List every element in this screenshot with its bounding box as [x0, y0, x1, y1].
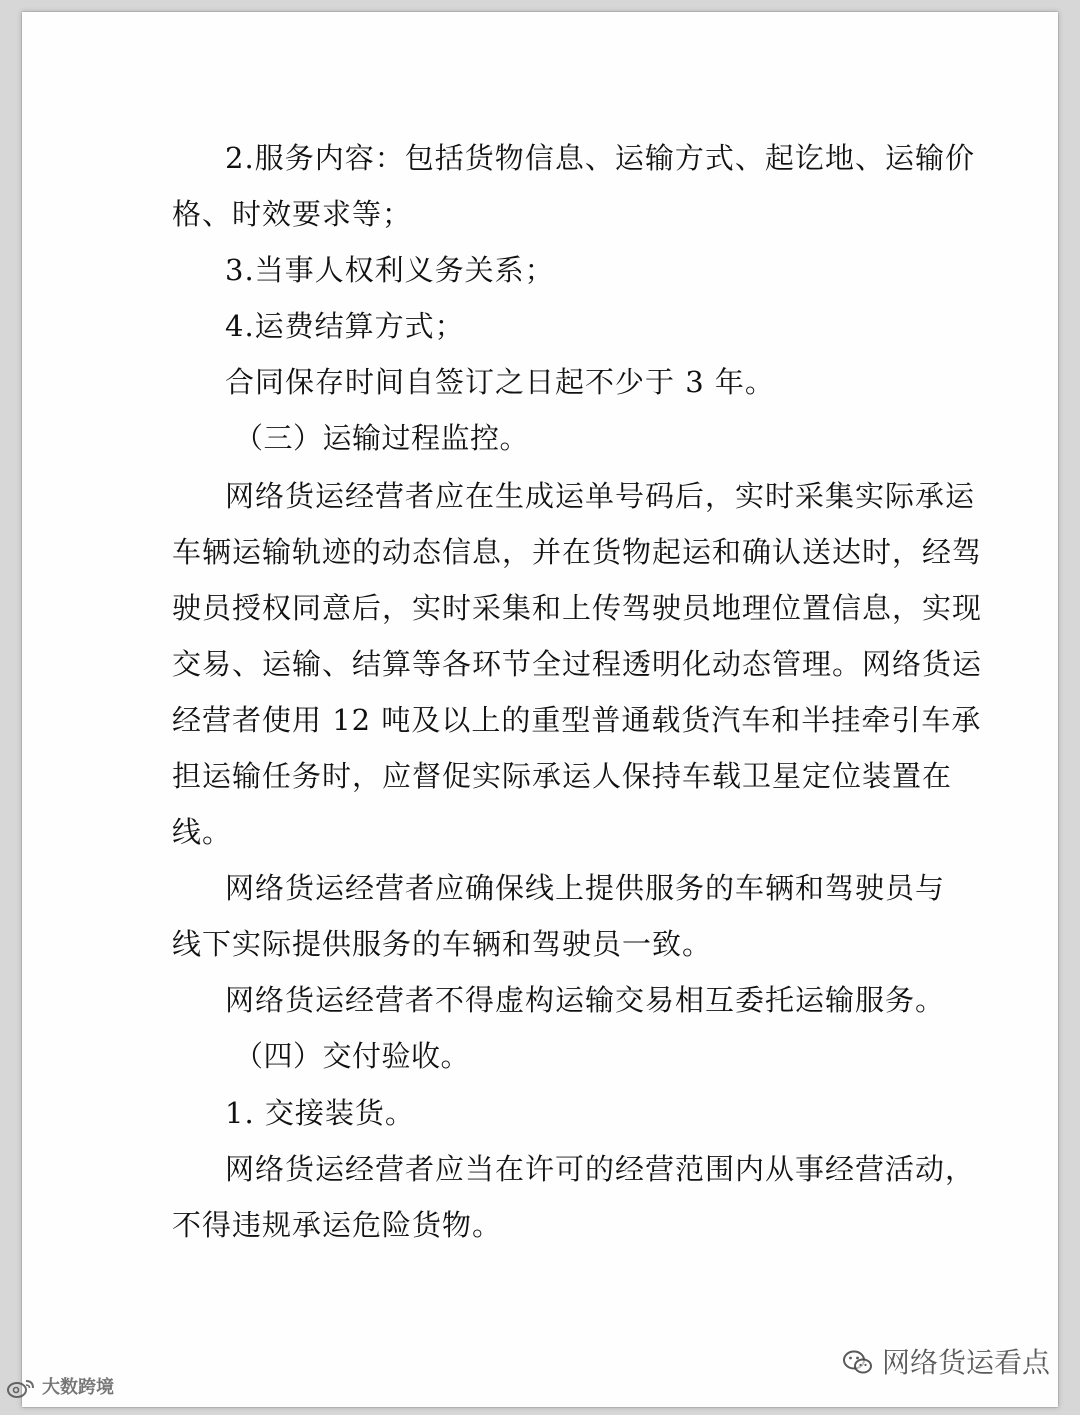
section-heading: （四）交付验收。 — [234, 1039, 471, 1073]
wechat-watermark-text: 网络货运看点 — [881, 1346, 1050, 1379]
document-line: 车辆运输轨迹的动态信息，并在货物起运和确认送达时，经驾 — [172, 535, 983, 569]
document-line: 1. 交接装货。 — [225, 1096, 415, 1130]
document-line: 合同保存时间自签订之日起不少于 3 年。 — [225, 365, 775, 399]
weibo-watermark-text: 大数跨境 — [42, 1377, 114, 1398]
document-line: 3.当事人权利义务关系； — [225, 253, 555, 287]
wechat-watermark — [842, 1345, 1050, 1381]
document-line: 网络货运经营者不得虚构运输交易相互委托运输服务。 — [225, 983, 946, 1017]
document-line: 4.运费结算方式； — [225, 309, 465, 343]
document-line: 担运输任务时，应督促实际承运人保持车载卫星定位装置在 — [172, 759, 953, 793]
document-line: 网络货运经营者应当在许可的经营范围内从事经营活动， — [225, 1152, 976, 1186]
document-line: 2.服务内容：包括货物信息、运输方式、起讫地、运输价 — [225, 141, 975, 175]
document-line: 线下实际提供服务的车辆和驾驶员一致。 — [172, 927, 713, 961]
document-line: 线。 — [172, 815, 233, 849]
weibo-watermark — [6, 1374, 114, 1402]
document-page — [22, 12, 1058, 1407]
document-line: 经营者使用 12 吨及以上的重型普通载货汽车和半挂牵引车承 — [172, 703, 982, 737]
document-line: 格、时效要求等； — [172, 197, 413, 231]
weibo-icon — [6, 1377, 36, 1399]
document-line: 不得违规承运危险货物。 — [172, 1208, 503, 1242]
document-line: 驶员授权同意后，实时采集和上传驾驶员地理位置信息，实现 — [172, 591, 983, 625]
document-line: 交易、运输、结算等各环节全过程透明化动态管理。网络货运 — [172, 647, 983, 681]
wechat-icon — [842, 1349, 874, 1377]
section-heading: （三）运输过程监控。 — [234, 421, 530, 455]
document-line: 网络货运经营者应确保线上提供服务的车辆和驾驶员与 — [225, 871, 946, 905]
document-line: 网络货运经营者应在生成运单号码后，实时采集实际承运 — [225, 479, 976, 513]
